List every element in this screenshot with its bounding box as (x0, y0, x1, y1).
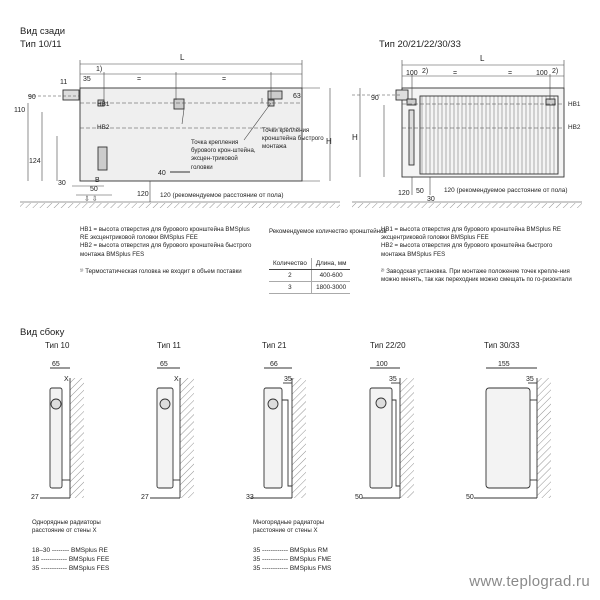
legend-right-hb2: НВ2 = высота отверстия для бурового кронштейна быстрого монтажа BMSplus FES (381, 242, 553, 258)
multi-row-heading: Многорядные радиаторы расстояние от стены X (253, 519, 325, 535)
floor-note-left: 120 (рекомендуемое расстояние от пола) (160, 192, 284, 199)
side-22-x: 35 (389, 376, 397, 383)
dim-eq1-left: = (137, 76, 142, 83)
side-11-x: X (174, 376, 179, 383)
list-item: 18–30 -------- BMSplus RE (32, 547, 108, 554)
dim-11-left: 11 (60, 79, 68, 86)
table-cell: 1800-3000 (311, 282, 350, 294)
callout-quick-bracket: Точки крепления кронштейна быстрого монтажа (262, 127, 324, 151)
dim-fn2b-right: 2) (552, 68, 559, 75)
table-cell: 400-600 (311, 270, 350, 282)
dim-H-right: H (352, 133, 358, 142)
list-item: 35 ------------ BMSplus FMS (253, 564, 332, 572)
dim-120-right: 120 (398, 190, 410, 197)
dim-eq2-right: = (508, 70, 513, 77)
dim-110-left: 110 (14, 107, 26, 114)
footnote-1: ¹⁾ Термостатическая головка не входит в объем поставки (80, 268, 242, 275)
side-30-x: 35 (526, 376, 534, 383)
list-item: 35 ------------ BMSplus RM (253, 547, 328, 554)
side-10-bottom: 27 (31, 494, 39, 501)
dim-30-right: 30 (427, 196, 435, 203)
side-22-bottom: 50 (355, 494, 363, 501)
legend-left-hb1: НВ1 = высота отверстия для бурового кронштейна BMSplus RE эксцентриковой головки BMSplus FEE (80, 226, 250, 242)
dim-90-left: 90 (28, 94, 36, 101)
side-21-x: 35 (284, 376, 292, 383)
dim-50-left: 50 (90, 186, 98, 193)
dim-120-left: 120 (137, 191, 149, 198)
dim-eq2-left: = (222, 76, 227, 83)
hb2-marker-right: НВ2 (568, 124, 581, 131)
dim-B-left: B (95, 177, 100, 184)
side-21-bottom: 33 (246, 494, 254, 501)
multi-row-list (253, 547, 331, 573)
dim-L-left: L (180, 53, 185, 62)
single-row-heading: Однорядные радиаторы расстояние от стены X (32, 519, 101, 535)
side-type-21-label: Тип 21 (262, 341, 287, 350)
hb1-marker-left: НВ1 (97, 101, 110, 108)
rear-view-title: Вид сзади (20, 26, 66, 37)
list-item: 35 ------------ BMSplus FES (32, 564, 110, 572)
side-radiator-30 (486, 388, 530, 488)
brackets-heading: Рекомендуемое количество кронштейнов (269, 228, 387, 235)
side-type-10-label: Тип 10 (45, 341, 70, 350)
hb2-marker-left: НВ2 (97, 124, 110, 131)
dim-40-left: 40 (158, 170, 166, 177)
list-item: 18 ------------ BMSplus FEE (32, 555, 110, 563)
dim-90-right: 90 (371, 95, 379, 102)
dim-30-left: 30 (58, 180, 66, 187)
side-22-w: 100 (376, 361, 388, 368)
dim-fn2a-right: 2) (422, 68, 429, 75)
side-10-w: 65 (52, 361, 60, 368)
side-type-30-33-label: Тип 30/33 (484, 341, 520, 350)
side-type-22-20-label: Тип 22/20 (370, 341, 406, 350)
type-20-33-label: Тип 20/21/22/30/33 (379, 39, 461, 50)
side-21-w: 66 (270, 361, 278, 368)
dim-fn1-left: 1) (96, 66, 103, 73)
callout-drill-bracket: Точка крепления бурового крон-штейна, эксцен-триковой головки (191, 139, 256, 171)
dim-100b-right: 100 (536, 70, 548, 77)
side-view-title: Вид сбоку (20, 327, 65, 338)
watermark: www.teplograd.ru (469, 573, 590, 590)
side-30-bottom: 50 (466, 494, 474, 501)
footnote-2: ²⁾ Заводская установка. При монтаже положение точек крепле-ния можно менять, так как переходник можно смещать по го-ризонтали (381, 268, 572, 284)
list-item: 35 ------------ BMSplus FME (253, 555, 332, 563)
table-cell: 3 (269, 282, 311, 294)
svg-text:⇩ ⇩: ⇩ ⇩ (84, 196, 98, 203)
side-30-w: 155 (498, 361, 510, 368)
brackets-col-qty: Количество (269, 258, 311, 270)
dim-35-left: 35 (83, 76, 91, 83)
legend-right-hb1: НВ1 = высота отверстия для бурового кронштейна BMSplus RE эксцентриковой головки BMSplus FEE (381, 226, 561, 242)
dim-100a-right: 100 (406, 70, 418, 77)
dim-63-left: 63 (293, 93, 301, 100)
type-10-11-label: Тип 10/11 (20, 39, 62, 50)
brackets-col-len: Длина, мм (311, 258, 350, 270)
dim-50-right: 50 (416, 188, 424, 195)
hb1-marker-right: НВ1 (568, 101, 581, 108)
dim-124-left: 124 (29, 158, 41, 165)
side-11-w: 65 (160, 361, 168, 368)
table-cell: 2 (269, 270, 311, 282)
dim-L-right: L (480, 54, 485, 63)
side-type-11-label: Тип 11 (157, 341, 181, 350)
dim-eq1-right: = (453, 70, 458, 77)
side-11-bottom: 27 (141, 494, 149, 501)
floor-note-right: 120 (рекомендуемое расстояние от пола) (444, 187, 568, 194)
dim-H-left: H (326, 137, 332, 146)
legend-left-hb2: НВ2 = высота отверстия для бурового кронштейна быстрого монтажа BMSplus FES (80, 242, 252, 258)
side-10-x: X (64, 376, 69, 383)
single-row-list (32, 547, 109, 573)
